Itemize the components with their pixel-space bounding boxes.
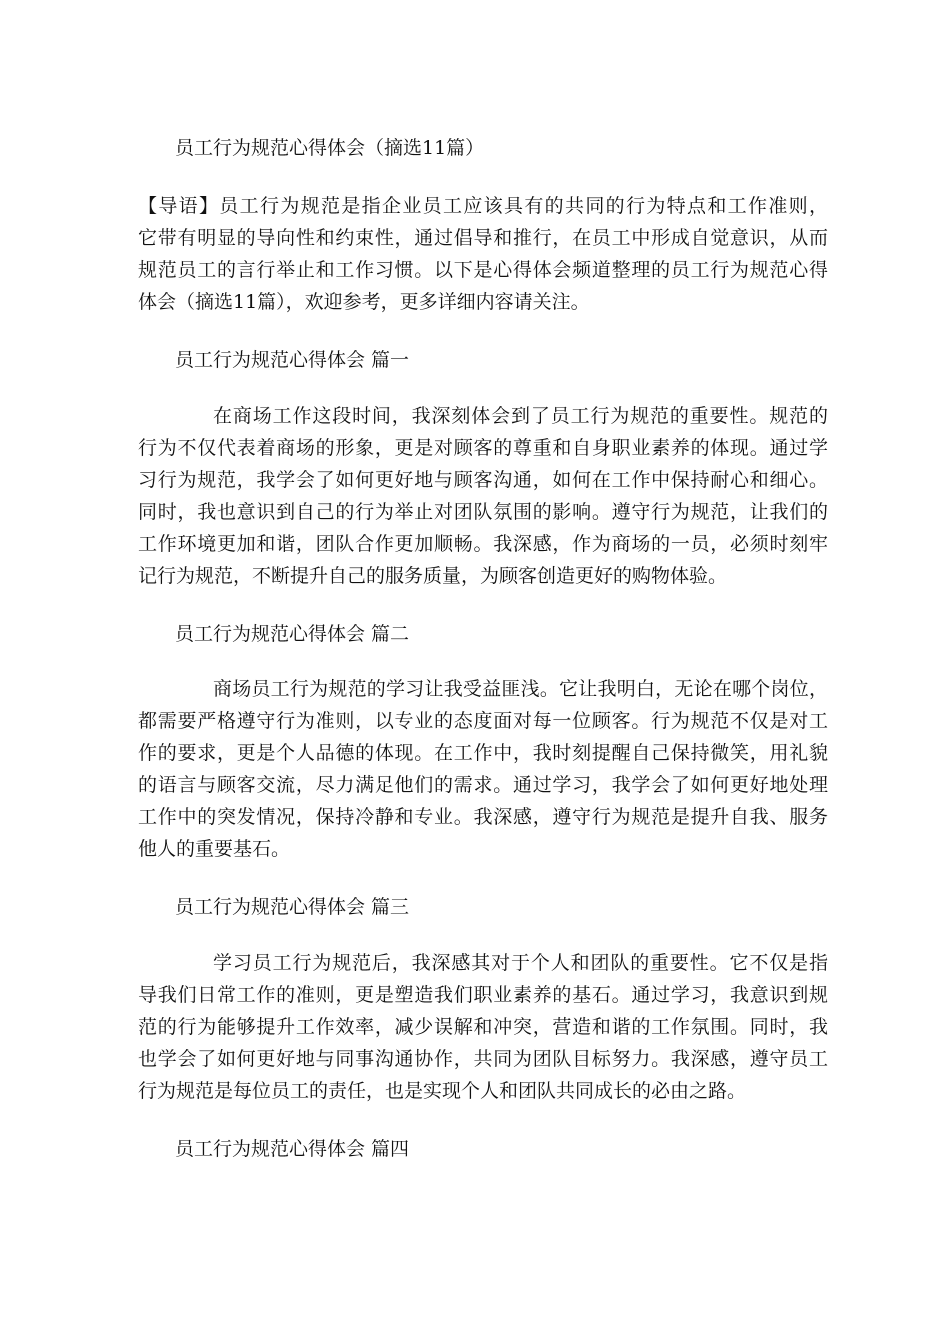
paragraph-line: 习行为规范，我学会了如何更好地与顾客沟通，如何在工作中保持耐心和细心。 — [138, 469, 828, 491]
document-title: 员工行为规范心得体会（摘选11篇） — [175, 137, 485, 159]
section-heading: 员工行为规范心得体会 篇二 — [175, 623, 410, 645]
section-heading: 员工行为规范心得体会 篇三 — [175, 896, 410, 918]
paragraph-line: 行为规范是每位员工的责任，也是实现个人和团队共同成长的必由之路。 — [138, 1080, 747, 1102]
paragraph-line: 的语言与顾客交流，尽力满足他们的需求。通过学习，我学会了如何更好地处理 — [138, 774, 828, 796]
section-heading: 员工行为规范心得体会 篇一 — [175, 349, 410, 371]
paragraph-line: 同时，我也意识到自己的行为举止对团队氛围的影响。遵守行为规范，让我们的 — [138, 501, 828, 523]
paragraph-line: 商场员工行为规范的学习让我受益匪浅。它让我明白，无论在哪个岗位， — [213, 678, 828, 700]
paragraph-line: 他人的重要基石。 — [138, 838, 291, 860]
intro-line: 体会（摘选11篇），欢迎参考，更多详细内容请关注。 — [138, 291, 590, 313]
paragraph-line: 工作环境更加和谐，团队合作更加顺畅。我深感，作为商场的一员，必须时刻牢 — [138, 533, 828, 555]
paragraph-line: 作的要求，更是个人品德的体现。在工作中，我时刻提醒自己保持微笑，用礼貌 — [138, 742, 828, 764]
paragraph-line: 记行为规范，不断提升自己的服务质量，为顾客创造更好的购物体验。 — [138, 565, 728, 587]
intro-line: 它带有明显的导向性和约束性，通过倡导和推行，在员工中形成自觉意识，从而 — [138, 227, 828, 249]
paragraph-line: 范的行为能够提升工作效率，减少误解和冲突，营造和谐的工作氛围。同时，我 — [138, 1016, 828, 1038]
paragraph-line: 学习员工行为规范后，我深感其对于个人和团队的重要性。它不仅是指 — [213, 952, 828, 974]
paragraph-line: 在商场工作这段时间，我深刻体会到了员工行为规范的重要性。规范的 — [213, 405, 828, 427]
paragraph-line: 工作中的突发情况，保持冷静和专业。我深感，遵守行为规范是提升自我、服务 — [138, 806, 828, 828]
paragraph-line: 行为不仅代表着商场的形象，更是对顾客的尊重和自身职业素养的体现。通过学 — [138, 437, 828, 459]
intro-line: 【导语】员工行为规范是指企业员工应该具有的共同的行为特点和工作准则， — [138, 195, 828, 217]
paragraph-line: 导我们日常工作的准则，更是塑造我们职业素养的基石。通过学习，我意识到规 — [138, 984, 828, 1006]
paragraph-line: 都需要严格遵守行为准则，以专业的态度面对每一位顾客。行为规范不仅是对工 — [138, 710, 828, 732]
intro-line: 规范员工的言行举止和工作习惯。以下是心得体会频道整理的员工行为规范心得 — [138, 259, 828, 281]
paragraph-line: 也学会了如何更好地与同事沟通协作，共同为团队目标努力。我深感，遵守员工 — [138, 1048, 828, 1070]
section-heading: 员工行为规范心得体会 篇四 — [175, 1138, 410, 1160]
